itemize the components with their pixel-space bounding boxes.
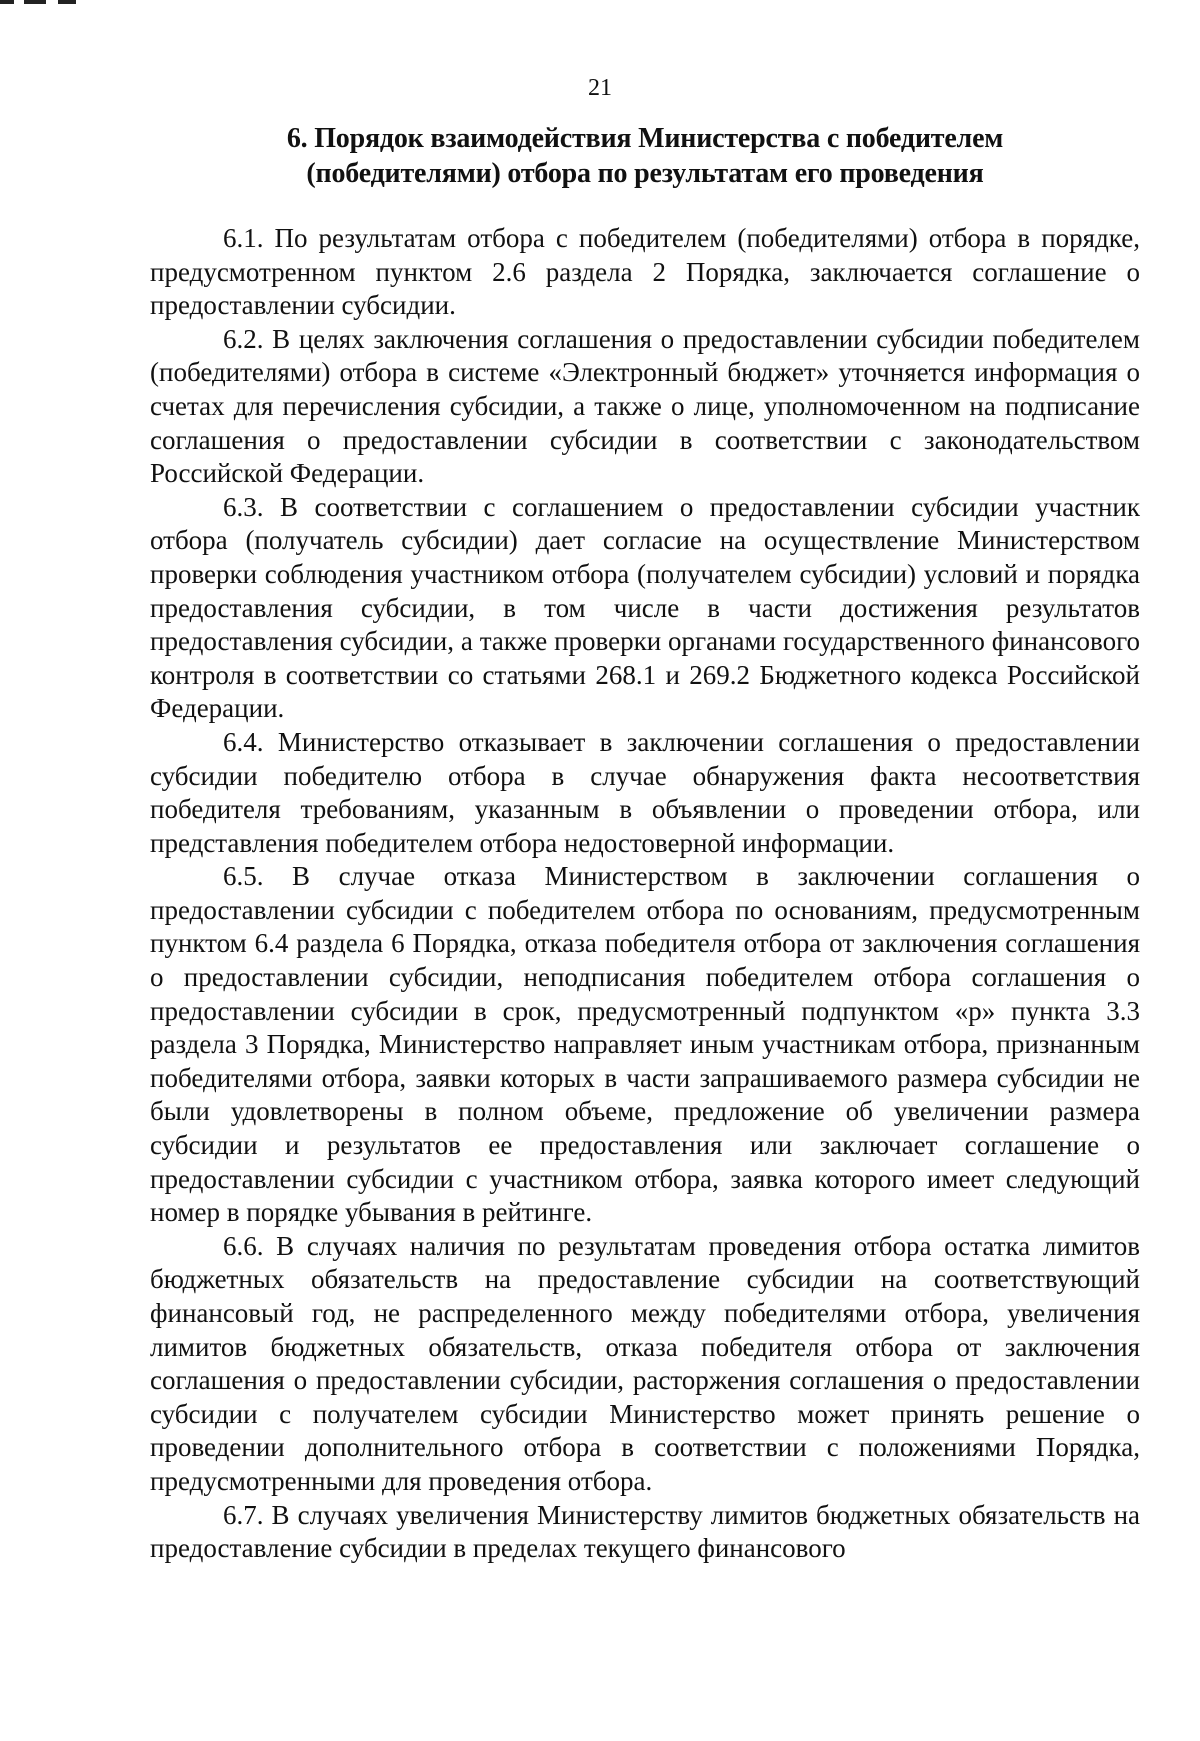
paragraph-6-1: 6.1. По результатам отбора с победителем (победителями) отбора в порядке, предусмотренном пунктом 2.6 раздела 2 Порядка, заключается соглашение о предоставлении субсидии.	[150, 223, 1140, 321]
paragraph-6-5: 6.5. В случае отказа Министерством в заключении соглашения о предоставлении субсидии с победителем отбора по основаниям, предусмотренным пунктом 6.4 раздела 6 Порядка, отказа победителя отбора от заключения соглашения о предоставлении субсидии, неподписания победителем отбора соглашения о предоставлении субсидии в срок, предусмотренный подпунктом «р» пункта 3.3 раздела 3 Порядка, Министерство направляет иным участникам отбора, признанным победителями отбора, заявки которых в части запрашиваемого размера субсидии не были удовлетворены в полном объеме, предложение об увеличении размера субсидии и результатов ее предоставления или заключает соглашение о предоставлении субсидии с участником отбора, заявка которого имеет следующий номер в порядке убывания в рейтинге.	[150, 861, 1140, 1228]
section-heading	[150, 121, 1140, 191]
paragraph-6-2: 6.2. В целях заключения соглашения о предоставлении субсидии победителем (победителями) отбора в системе «Электронный бюджет» уточняется информация о счетах для перечисления субсидии, а также о лице, уполномоченном на подписание соглашения о предоставлении субсидии в соответствии с законодательством Российской Федерации.	[150, 323, 1140, 489]
paragraph-6-6: 6.6. В случаях наличия по результатам проведения отбора остатка лимитов бюджетных обязательств на предоставление субсидии на соответствующий финансовый год, не распределенного между победителями отбора, увеличения лимитов бюджетных обязательств, отказа победителя отбора от заключения соглашения о предоставлении субсидии, расторжения соглашения о предоставлении субсидии с получателем субсидии Министерство может принять решение о проведении дополнительного отбора в соответствии с положениями Порядка, предусмотренными для проведения отбора.	[150, 1230, 1140, 1496]
page-number: 21	[588, 75, 612, 101]
section-heading-line-1: 6. Порядок взаимодействия Министерства с победителем	[286, 123, 1004, 154]
scan-edge-mark	[0, 0, 80, 6]
paragraph-6-3: 6.3. В соответствии с соглашением о предоставлении субсидии участник отбора (получатель субсидии) дает согласие на осуществление Министерством проверки соблюдения участником отбора (получателем субсидии) условий и порядка предоставления субсидии, в том числе в части достижения результатов предоставления субсидии, а также проверки органами государственного финансового контроля в соответствии со статьями 268.1 и 269.2 Бюджетного кодекса Российской Федерации.	[150, 491, 1140, 724]
section-heading-line-2: (победителями) отбора по результатам его проведения	[306, 158, 984, 189]
document-body	[150, 222, 1140, 1566]
paragraph-6-7: 6.7. В случаях увеличения Министерству лимитов бюджетных обязательств на предоставление субсидии в пределах текущего финансового	[150, 1499, 1140, 1564]
paragraph-6-4: 6.4. Министерство отказывает в заключении соглашения о предоставлении субсидии победителю отбора в случае обнаружения факта несоответствия победителя требованиям, указанным в объявлении о проведении отбора, или представления победителем отбора недостоверной информации.	[150, 726, 1140, 858]
